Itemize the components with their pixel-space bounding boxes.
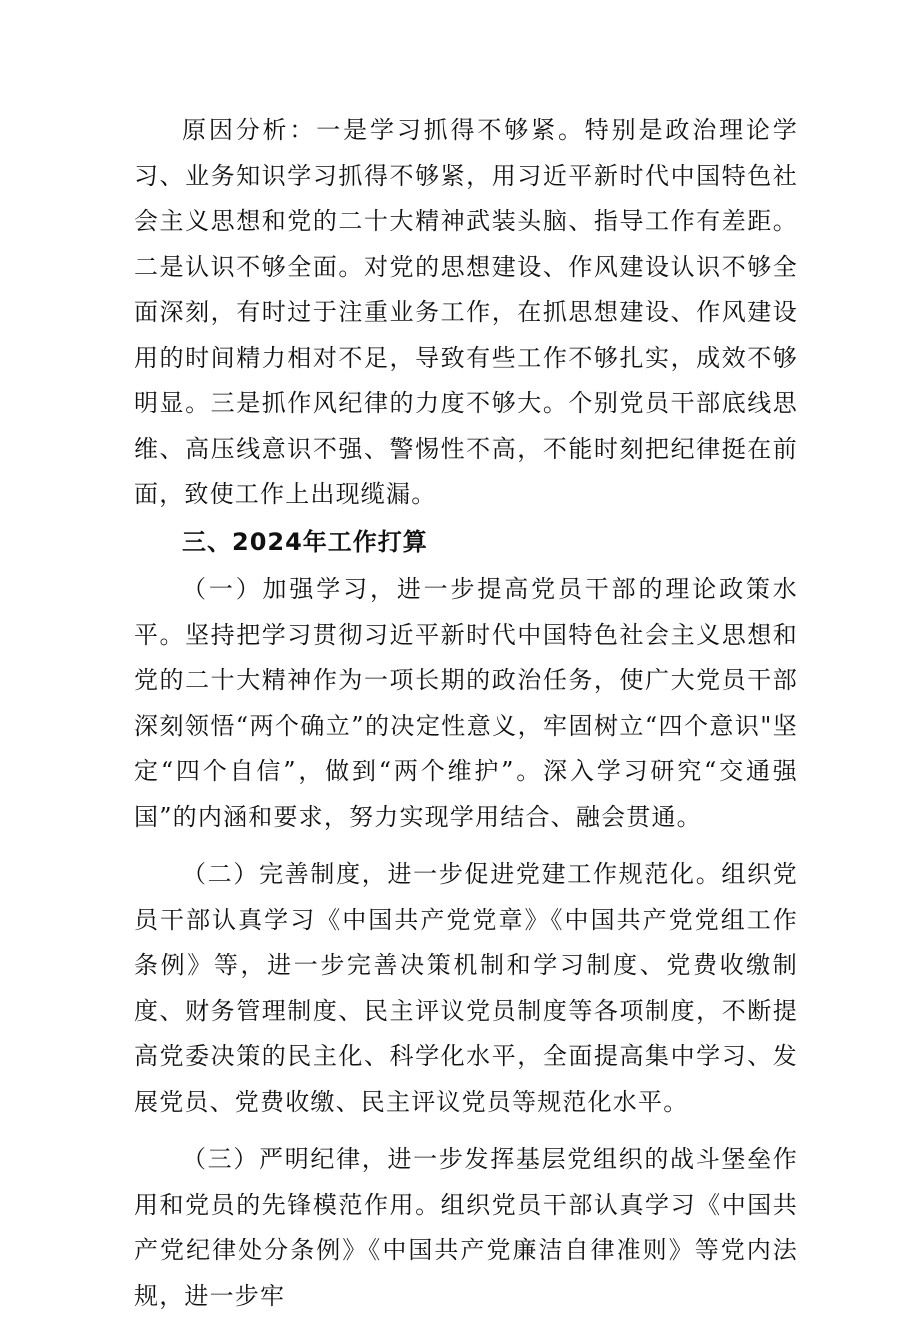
document-body [134,108,798,1319]
paragraph-plan-2: （二）完善制度，进一步促进党建工作规范化。组织党员干部认真学习《中国共产党党章》《中国共产党党组工作条例》等，进一步完善决策机制和学习制度、党费收缴制度、财务管理制度、民主评议党员制度等各项制度，不断提高党委决策的民主化、科学化水平，全面提高集中学习、发展党员、党费收缴、民主评议党员等规范化水平。 [134,860,798,1116]
paragraph-cause-analysis: 原因分析：一是学习抓得不够紧。特别是政治理论学习、业务知识学习抓得不够紧，用习近平新时代中国特色社会主义思想和党的二十大精神武装头脑、指导工作有差距。二是认识不够全面。对党的思想建设、作风建设认识不够全面深刻，有时过于注重业务工作，在抓思想建设、作风建设用的时间精力相对不足，导致有些工作不够扎实，成效不够明显。三是抓作风纪律的力度不够大。个别党员干部底线思维、高压线意识不强、警惕性不高，不能时刻把纪律挺在前面，致使工作上出现缆漏。 [134,116,798,508]
section-heading: 三、2024年工作打算 [182,527,428,556]
paragraph-plan-1: （一）加强学习，进一步提高党员干部的理论政策水平。坚持把学习贯彻习近平新时代中国特色社会主义思想和党的二十大精神作为一项长期的政治任务，使广大党员干部深刻领悟“两个确立”的决定性意义，牢固树立“四个意识"坚定“四个自信”，做到“两个维护”。深入学习研究“交通强国”的内涵和要求，努力实现学用结合、融会贯通。 [134,575,798,831]
paragraph-plan-3: （三）严明纪律，进一步发挥基层党组织的战斗堡垒作用和党员的先锋模范作用。组织党员干部认真学习《中国共产党纪律处分条例》《中国共产党廉洁自律准则》等党内法规，进一步牢 [134,1145,798,1310]
